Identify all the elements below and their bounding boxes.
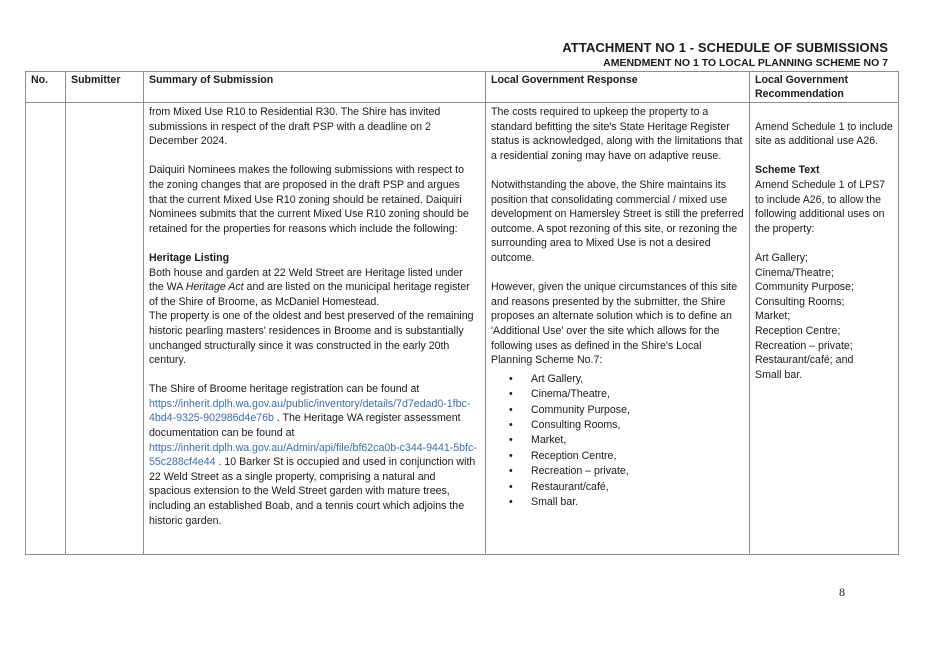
list-item: Cinema/Theatre; xyxy=(755,266,834,279)
list-item: Market; xyxy=(755,310,791,323)
list-item: Community Purpose; xyxy=(755,281,854,294)
response-paragraph: The costs required to upkeep the property to a standard befitting the site's State Heritage Register status is acknowledged, along with the limitations that a residential zoning may have on adaptive reuse. xyxy=(491,106,743,162)
summary-paragraph: from Mixed Use R10 to Residential R30. The Shire has invited submissions in respect of the draft PSP with a deadline on 2 December 2024. xyxy=(149,106,441,148)
heritage-assessment-link[interactable]: https://inherit.dplh.wa.gov.au/Admin/api/file/bf62ca0b-c344-9441-5bfc-55c288cf4e44 xyxy=(149,441,477,469)
response-uses-list xyxy=(491,372,744,511)
recommendation-paragraph: Amend Schedule 1 to include site as additional use A26. xyxy=(755,120,893,148)
list-item xyxy=(509,372,744,387)
list-item: Restaurant/café; and xyxy=(755,354,854,367)
cell-summary xyxy=(144,103,486,555)
header-response: Local Government Response xyxy=(486,72,750,103)
heritage-heading: Heritage Listing xyxy=(149,251,230,264)
header-recommendation: Local Government Recommendation xyxy=(750,72,899,103)
document-subtitle: AMENDMENT NO 1 TO LOCAL PLANNING SCHEME NO 7 xyxy=(603,57,888,69)
list-item xyxy=(509,480,744,495)
page-number: 8 xyxy=(839,585,845,599)
document-title: ATTACHMENT NO 1 - SCHEDULE OF SUBMISSIONS xyxy=(562,40,888,55)
text-span: and are listed on the municipal heritage register of the Shire of Broome, as McDaniel Homestead. xyxy=(149,281,470,308)
use-label: Art Gallery, xyxy=(531,372,584,385)
use-label: Cinema/Theatre, xyxy=(531,388,610,401)
list-item: Art Gallery; xyxy=(755,251,808,264)
bullet-icon: • xyxy=(509,495,513,508)
bullet-icon: • xyxy=(509,388,513,401)
text-span: . 10 Barker St is occupied and used in conjunction with 22 Weld Street as a single property, comprising a natural and spacious extension to the Weld Street garden with mature trees, including an established Boab, and a tennis court which adjoins the historic garden. xyxy=(149,456,476,527)
text-span: The Shire of Broome heritage registration can be found at xyxy=(149,383,420,396)
use-label: Community Purpose, xyxy=(531,403,630,416)
list-item xyxy=(509,418,744,433)
list-item xyxy=(509,403,744,418)
scheme-text-heading: Scheme Text xyxy=(755,164,820,177)
summary-paragraph xyxy=(149,266,480,310)
heritage-registration-link[interactable]: https://inherit.dplh.wa.gov.au/public/inventory/details/7d7edad0-1fbc-4bd4-9325-902986d4e76b xyxy=(149,397,471,425)
summary-paragraph xyxy=(149,382,480,528)
header-no: No. xyxy=(26,72,66,103)
header-submitter: Submitter xyxy=(66,72,144,103)
response-paragraph: Notwithstanding the above, the Shire maintains its position that consolidating commercial / mixed use development on Hamersley Street is still the preferred outcome. A spot rezoning of this site, or rezoning the surrounding area to Mixed Use is not a desired outcome. xyxy=(491,178,744,264)
use-label: Reception Centre, xyxy=(531,449,617,462)
use-label: Restaurant/café, xyxy=(531,480,609,493)
submissions-table xyxy=(25,71,899,555)
recommendation-paragraph: Amend Schedule 1 of LPS7 to include A26, to allow the following additional uses on the property: xyxy=(755,178,886,235)
bullet-icon: • xyxy=(509,418,513,431)
cell-no xyxy=(26,103,66,555)
list-item xyxy=(509,433,744,448)
summary-paragraph: Daiquiri Nominees makes the following submissions with respect to the zoning changes that are proposed in the draft PSP and argues that the current Mixed Use R10 zoning should be retained. Daiquiri Nominees submits that the current Mixed Use R10 zoning should be retained for the properties for reasons which include the following: xyxy=(149,164,469,235)
bullet-icon: • xyxy=(509,403,513,416)
bullet-icon: • xyxy=(509,465,513,478)
table-row xyxy=(26,103,899,555)
use-label: Market, xyxy=(531,434,567,447)
list-item: Consulting Rooms; xyxy=(755,295,845,308)
list-item: Small bar. xyxy=(755,368,803,381)
use-label: Small bar. xyxy=(531,495,579,508)
list-item xyxy=(509,464,744,479)
bullet-icon: • xyxy=(509,434,513,447)
bullet-icon: • xyxy=(509,372,513,385)
list-item: Reception Centre; xyxy=(755,324,841,337)
use-label: Recreation – private, xyxy=(531,465,629,478)
list-item: Recreation – private; xyxy=(755,339,853,352)
list-item xyxy=(509,387,744,402)
text-span: . The Heritage WA register assessment documentation can be found at xyxy=(149,412,461,440)
cell-recommendation xyxy=(750,103,899,555)
header-summary: Summary of Submission xyxy=(144,72,486,103)
cell-response xyxy=(486,103,750,555)
summary-paragraph: The property is one of the oldest and best preserved of the remaining historic pearling masters' residences in Broome and is substantially unchanged structurally since it was constructed in the early 20th century. xyxy=(149,310,474,367)
bullet-icon: • xyxy=(509,449,513,462)
bullet-icon: • xyxy=(509,480,513,493)
list-item xyxy=(509,449,744,464)
table-header-row xyxy=(26,72,899,103)
cell-submitter xyxy=(66,103,144,555)
use-label: Consulting Rooms, xyxy=(531,418,621,431)
heritage-act-text: Heritage Act xyxy=(185,281,244,294)
text-span: Both house and garden at 22 Weld Street are Heritage listed under the WA xyxy=(149,266,463,294)
list-item xyxy=(509,495,744,510)
response-paragraph: However, given the unique circumstances of this site and reasons presented by the submitter, the Shire proposes an alternate solution which is to define an 'Additional Use' over the site which allows for the following uses as defined in the Shire's Local Planning Scheme No.7: xyxy=(491,281,738,367)
